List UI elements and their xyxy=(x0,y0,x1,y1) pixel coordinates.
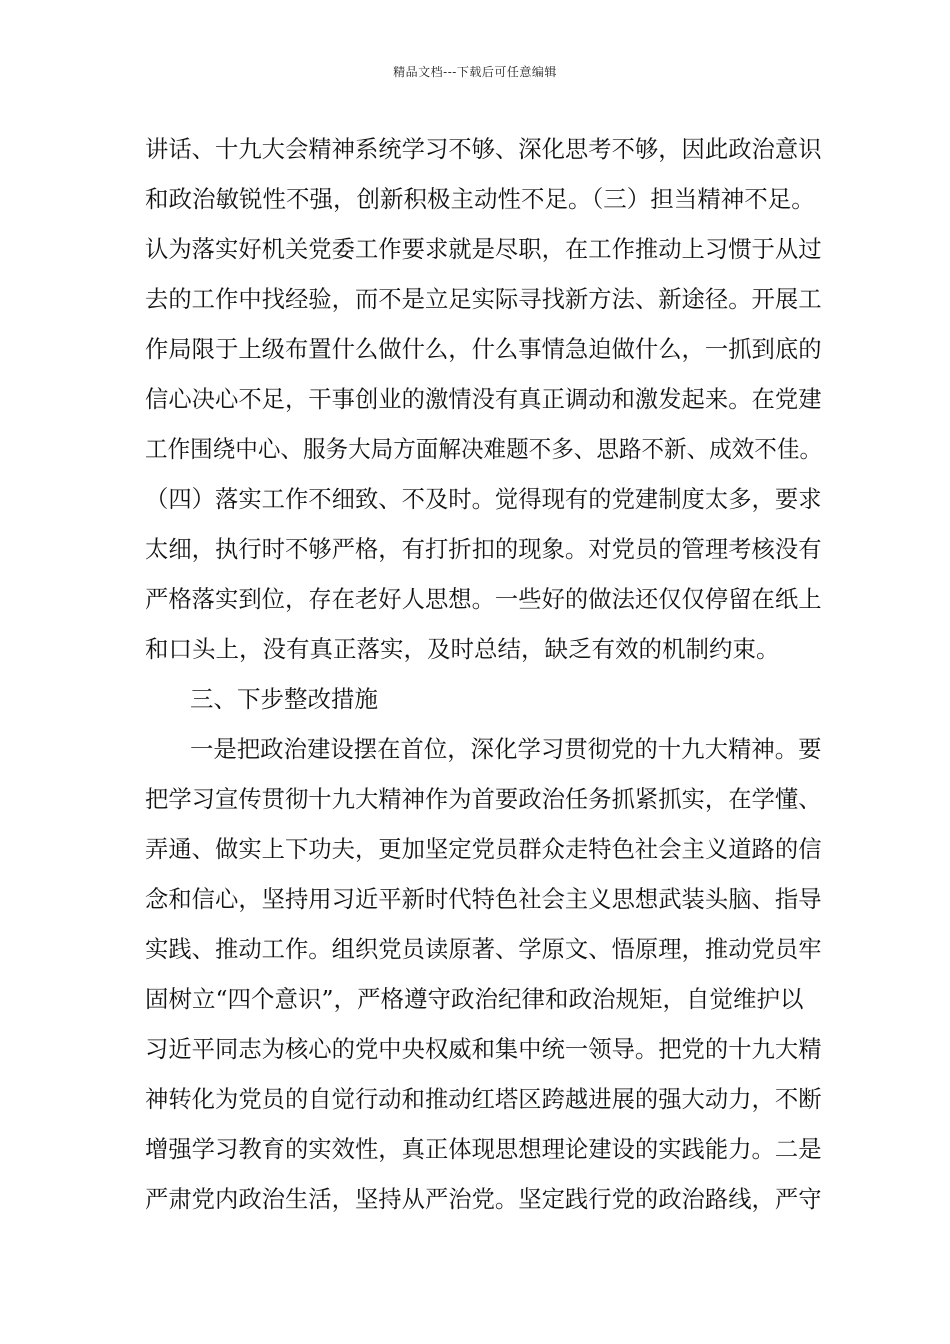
text-line: 作局限于上级布置什么做什么，什么事情急迫做什么，一抓到底的 xyxy=(145,335,822,363)
text-line: 信心决心不足，干事创业的激情没有真正调动和激发起来。在党建 xyxy=(145,385,822,413)
paragraph-start-line: 三、下步整改措施 xyxy=(190,685,378,713)
page-header: 精品文档---下载后可任意编辑 xyxy=(393,65,557,79)
text-line: 严肃党内政治生活，坚持从严治党。坚定践行党的政治路线，严守 xyxy=(145,1185,822,1213)
text-line: 增强学习教育的实效性，真正体现思想理论建设的实践能力。二是 xyxy=(145,1135,822,1163)
paragraph-start-line: 一是把政治建设摆在首位，深化学习贯彻党的十九大精神。要 xyxy=(190,735,822,763)
text-line: 认为落实好机关党委工作要求就是尽职，在工作推动上习惯于从过 xyxy=(145,235,822,263)
text-line: 念和信心，坚持用习近平新时代特色社会主义思想武装头脑、指导 xyxy=(145,885,822,913)
text-line: 把学习宣传贯彻十九大精神作为首要政治任务抓紧抓实，在学懂、 xyxy=(145,785,822,813)
text-line: 弄通、做实上下功夫，更加坚定党员群众走特色社会主义道路的信 xyxy=(145,835,822,863)
text-line: （四）落实工作不细致、不及时。觉得现有的党建制度太多，要求 xyxy=(145,485,822,513)
text-line: 实践、推动工作。组织党员读原著、学原文、悟原理，推动党员牢 xyxy=(145,935,822,963)
text-line: 神转化为党员的自觉行动和推动红塔区跨越进展的强大动力，不断 xyxy=(145,1085,822,1113)
text-line: 工作围绕中心、服务大局方面解决难题不多、思路不新、成效不佳。 xyxy=(145,435,823,463)
text-line: 固树立“四个意识”，严格遵守政治纪律和政治规矩，自觉维护以 xyxy=(145,985,804,1013)
text-line: 去的工作中找经验，而不是立足实际寻找新方法、新途径。开展工 xyxy=(145,285,822,313)
text-line: 严格落实到位，存在老好人思想。一些好的做法还仅仅停留在纸上 xyxy=(145,585,822,613)
text-line: 太细，执行时不够严格，有打折扣的现象。对党员的管理考核没有 xyxy=(145,535,822,563)
text-line: 讲话、十九大会精神系统学习不够、深化思考不够，因此政治意识 xyxy=(145,135,822,163)
text-line: 和口头上，没有真正落实，及时总结，缺乏有效的机制约束。 xyxy=(145,635,780,663)
text-line: 和政治敏锐性不强，创新积极主动性不足。（三）担当精神不足。 xyxy=(145,185,815,213)
text-line: 习近平同志为核心的党中央权威和集中统一领导。把党的十九大精 xyxy=(145,1035,822,1063)
